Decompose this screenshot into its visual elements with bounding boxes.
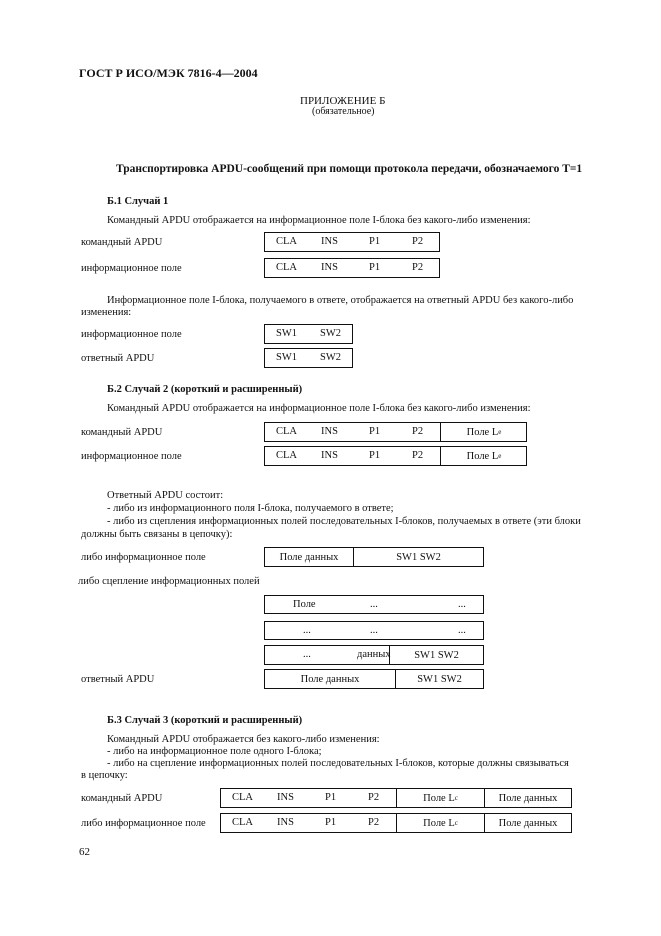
cla-cell: CLA <box>276 450 297 461</box>
cla-cell: CLA <box>232 817 253 828</box>
p2-cell: P2 <box>412 426 424 437</box>
p1-cell: P1 <box>369 426 381 437</box>
case3-label-command-apdu: командный APDU <box>81 793 163 804</box>
case2-response-intro: Ответный APDU состоит: <box>107 490 224 501</box>
case3-item1: - либо на информационное поле одного I-блока; <box>107 746 322 757</box>
p2-cell: P2 <box>412 450 424 461</box>
page-number: 62 <box>79 846 90 858</box>
sw-pair-cell: SW1 SW2 <box>389 646 483 664</box>
case1-label-response-apdu: ответный APDU <box>81 353 155 364</box>
case2-label-response-apdu: ответный APDU <box>81 674 155 685</box>
case1-label-info-field-response: информационное поле <box>81 329 182 340</box>
case1-paragraph: Командный APDU отображается на информационное поле I-блока без какого-либо изменения: <box>107 215 531 226</box>
chain-block-2 <box>264 621 484 640</box>
case2-paragraph: Командный APDU отображается на информационное поле I-блока без какого-либо изменения: <box>107 403 531 414</box>
case2-label-info-field: информационное поле <box>81 451 182 462</box>
case1-response-paragraph-line2: изменения: <box>81 307 132 318</box>
chain-block-1-text-1: Поле <box>293 599 316 610</box>
ins-cell: INS <box>277 792 294 803</box>
sw-pair-cell: SW1 SW2 <box>395 670 483 688</box>
sw1-cell: SW1 <box>276 352 297 363</box>
case2-label-either-chain: либо сцепление информационных полей <box>78 576 260 587</box>
case2-heading: Б.2 Случай 2 (короткий и расширенный) <box>107 384 303 395</box>
chain-block-1-text-3: ... <box>458 599 466 610</box>
le-field-cell: Поле L e <box>440 447 527 465</box>
chain-block-2-text-1: ... <box>303 625 311 636</box>
case1-response-paragraph-line1: Информационное поле I-блока, получаемого в ответе, отображается на ответный APDU без какого-либо <box>107 295 574 306</box>
ins-cell: INS <box>321 426 338 437</box>
data-field-cell: Поле данных <box>484 814 571 832</box>
case2-info-field-box <box>264 446 527 466</box>
case2-label-command-apdu: командный APDU <box>81 427 163 438</box>
le-field-cell: Поле L e <box>440 423 527 441</box>
case1-info-field-response-box <box>264 324 353 344</box>
lc-field-label: Поле L <box>423 817 455 829</box>
p2-cell: P2 <box>368 792 380 803</box>
case1-command-apdu-box <box>264 232 440 252</box>
case2-either-info-field-box <box>264 547 484 567</box>
case1-response-apdu-box <box>264 348 353 368</box>
case2-response-item2-line1: - либо из сцепления информационных полей последовательных I-блоков, получаемых в ответе (эти блоки <box>107 516 581 527</box>
sw1-cell: SW1 <box>276 328 297 339</box>
sw2-cell: SW2 <box>320 352 341 363</box>
case1-label-command-apdu: командный APDU <box>81 237 163 248</box>
p1-cell: P1 <box>369 450 381 461</box>
data-field-cell: Поле данных <box>484 789 571 807</box>
le-field-label: Поле L <box>466 426 499 438</box>
case3-item2-line1: - либо на сцепление информационных полей последовательных I-блоков, которые должны связываться <box>107 758 569 769</box>
case3-command-apdu-box <box>220 788 572 808</box>
case1-label-info-field: информационное поле <box>81 263 182 274</box>
ins-cell: INS <box>321 262 338 273</box>
sw2-cell: SW2 <box>320 328 341 339</box>
ins-cell: INS <box>321 450 338 461</box>
sw-pair-cell: SW1 SW2 <box>353 548 483 566</box>
cla-cell: CLA <box>232 792 253 803</box>
chain-block-1-text-2: ... <box>370 599 378 610</box>
chain-block-2-text-3: ... <box>458 625 466 636</box>
cla-cell: CLA <box>276 236 297 247</box>
p1-cell: P1 <box>369 236 381 247</box>
case3-paragraph: Командный APDU отображается без какого-либо изменения: <box>107 734 380 745</box>
chain-block-3-text-1: ... <box>303 649 311 660</box>
data-field-cell: Поле данных <box>300 673 360 685</box>
p2-cell: P2 <box>412 262 424 273</box>
case2-response-item2-line2: должны быть связаны в цепочку): <box>81 529 233 540</box>
chain-block-1 <box>264 595 484 614</box>
case2-label-either-info-field: либо информационное поле <box>81 552 206 563</box>
case2-response-apdu-box <box>264 669 484 689</box>
case2-command-apdu-box <box>264 422 527 442</box>
le-field-label: Поле L <box>466 450 499 462</box>
case1-heading: Б.1 Случай 1 <box>107 196 169 207</box>
case3-label-either-info-field: либо информационное поле <box>81 818 206 829</box>
ins-cell: INS <box>277 817 294 828</box>
main-title: Транспортировка APDU-сообщений при помощи протокола передачи, обозначаемого Т=1 <box>116 163 583 175</box>
lc-field-cell: Поле L c <box>396 789 484 807</box>
document-standard-header: ГОСТ Р ИСО/МЭК 7816-4—2004 <box>79 66 258 80</box>
case2-response-item1: - либо из информационного поля I-блока, получаемого в ответе; <box>107 503 394 514</box>
appendix-title: ПРИЛОЖЕНИЕ Б <box>300 95 386 107</box>
lc-field-cell: Поле L c <box>396 814 484 832</box>
p1-cell: P1 <box>369 262 381 273</box>
cla-cell: CLA <box>276 426 297 437</box>
data-field-cell: Поле данных <box>279 551 339 563</box>
case1-info-field-box <box>264 258 440 278</box>
appendix-subtitle: (обязательное) <box>312 106 375 117</box>
case3-either-info-field-box <box>220 813 572 833</box>
case3-item2-line2: в цепочку: <box>81 770 128 781</box>
case3-heading: Б.3 Случай 3 (короткий и расширенный) <box>107 715 303 726</box>
chain-block-2-text-2: ... <box>370 625 378 636</box>
chain-block-3-text-2: данных <box>357 649 391 660</box>
chain-block-3 <box>264 645 484 665</box>
p2-cell: P2 <box>412 236 424 247</box>
lc-field-label: Поле L <box>423 792 455 804</box>
p2-cell: P2 <box>368 817 380 828</box>
cla-cell: CLA <box>276 262 297 273</box>
p1-cell: P1 <box>325 817 337 828</box>
p1-cell: P1 <box>325 792 337 803</box>
ins-cell: INS <box>321 236 338 247</box>
